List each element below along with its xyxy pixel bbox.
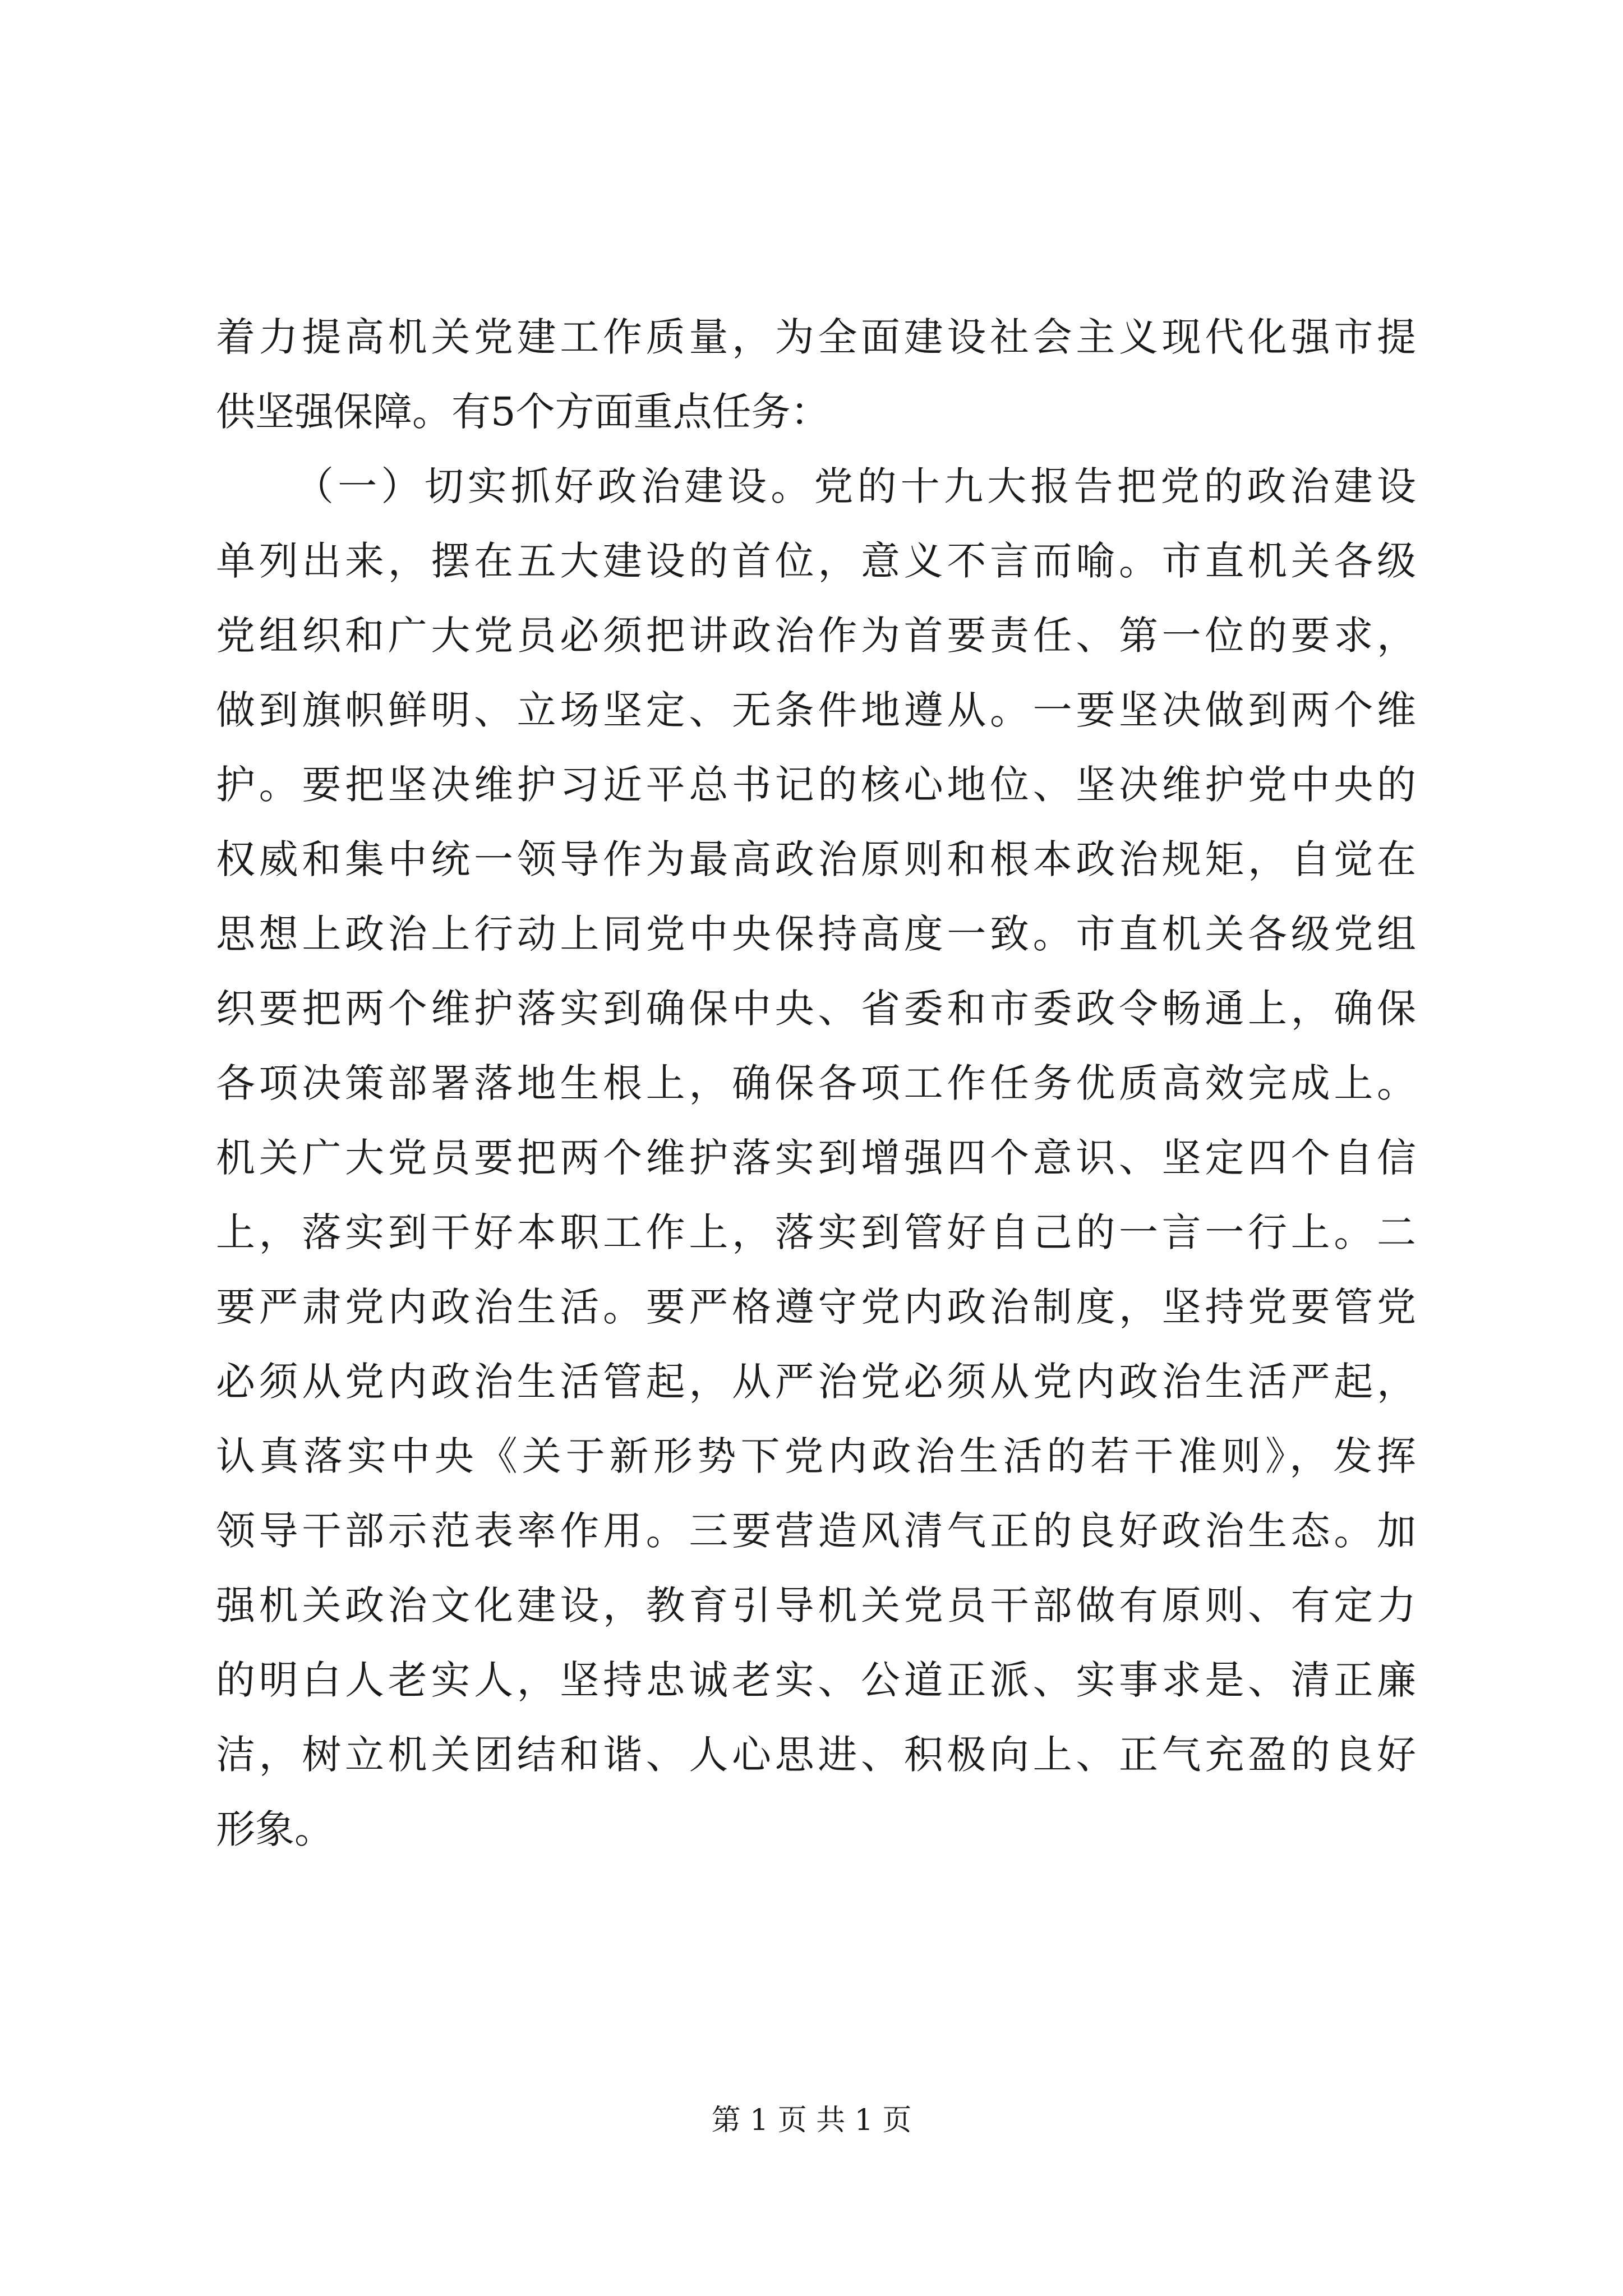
text-line: 织要把两个维护落实到确保中央、省委和市委政令畅通上，确保 [216,986,1416,1032]
text-line: 形象。 [216,1806,334,1852]
text-line: 单列出来，摆在五大建设的首位，意义不言而喻。市直机关各级 [216,538,1416,584]
text-line: 供坚强保障。有5个方面重点任务： [216,389,830,435]
text-line: 党组织和广大党员必须把讲政治作为首要责任、第一位的要求， [216,613,1416,659]
text-line: 洁，树立机关团结和谐、人心思进、积极向上、正气充盈的良好 [216,1732,1416,1778]
text-line: 必须从党内政治生活管起，从严治党必须从党内政治生活严起， [216,1359,1416,1405]
text-line: 做到旗帜鲜明、立场坚定、无条件地遵从。一要坚决做到两个维 [216,687,1416,733]
text-line: 认真落实中央《关于新形势下党内政治生活的若干准则》，发挥 [216,1433,1416,1479]
text-line: 上，落实到干好本职工作上，落实到管好自己的一言一行上。二 [216,1209,1416,1255]
text-line: 领导干部示范表率作用。三要营造风清气正的良好政治生态。加 [216,1508,1416,1554]
text-line: 各项决策部署落地生根上，确保各项工作任务优质高效完成上。 [216,1060,1416,1106]
body-text [216,300,1416,1867]
section-heading-line: （一）切实抓好政治建设。党的十九大报告把党的政治建设 [294,463,1416,509]
text-line: 的明白人老实人，坚持忠诚老实、公道正派、实事求是、清正廉 [216,1657,1416,1703]
text-line: 强机关政治文化建设，教育引导机关党员干部做有原则、有定力 [216,1582,1416,1628]
text-line: 权威和集中统一领导作为最高政治原则和根本政治规矩，自觉在 [216,836,1416,882]
text-line: 护。要把坚决维护习近平总书记的核心地位、坚决维护党中央的 [216,762,1416,808]
text-line: 思想上政治上行动上同党中央保持高度一致。市直机关各级党组 [216,911,1416,957]
page-number-label: 第 1 页 共 1 页 [711,2104,912,2137]
text-line: 着力提高机关党建工作质量，为全面建设社会主义现代化强市提 [216,314,1416,360]
text-line: 要严肃党内政治生活。要严格遵守党内政治制度，坚持党要管党 [216,1284,1416,1330]
text-line: 机关广大党员要把两个维护落实到增强四个意识、坚定四个自信 [216,1135,1416,1181]
page-footer [0,2101,1623,2140]
